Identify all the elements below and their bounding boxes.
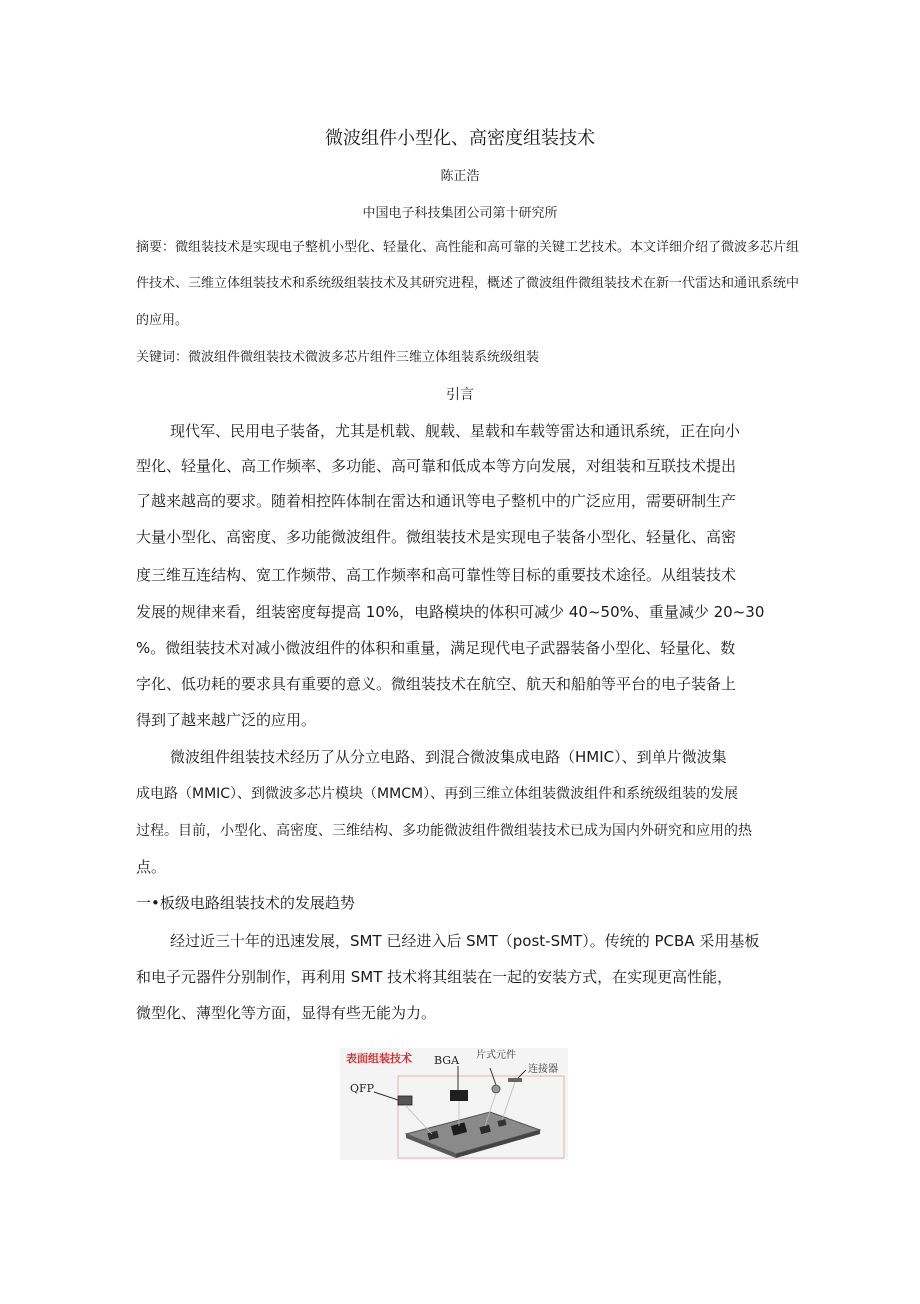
paragraph-line: 大量小型化、高密度、多功能微波组件。微组装技术是实现电子装备小型化、轻量化、高密 [136, 528, 737, 546]
section-heading-1: 一•板级电路组装技术的发展趋势 [136, 894, 355, 912]
label-connector: 连接器 [528, 1064, 558, 1075]
abstract-line: 摘要：微组装技术是实现电子整机小型化、轻量化、高性能和高可靠的关键工艺技术。本文详细介绍了微波多芯片组 [136, 240, 800, 255]
affiliation: 中国电子科技集团公司第十研究所 [362, 206, 558, 221]
paragraph-line: 现代军、民用电子装备，尤其是机载、舰载、星载和车载等雷达和通讯系统，正在向小 [170, 422, 741, 440]
author: 陈正浩 [440, 169, 480, 184]
paper-title: 微波组件小型化、高密度组装技术 [325, 128, 595, 149]
paragraph-line: 和电子元器件分别制作，再利用 SMT 技术将其组装在一起的安装方式，在实现更高性能， [136, 968, 733, 986]
smt-figure [340, 1048, 568, 1160]
label-bga: BGA [434, 1054, 460, 1067]
paragraph-line: 得到了越来越广泛的应用。 [136, 711, 317, 729]
paragraph-line: 型化、轻量化、高工作频率、多功能、高可靠和低成本等方向发展，对组装和互联技术提出 [136, 457, 737, 475]
paragraph-line: 成电路（MMIC）、到微波多芯片模块（MMCM）、再到三维立体组装微波组件和系统级组装的发展 [136, 786, 739, 802]
label-smt: 表面组装技术 [346, 1052, 412, 1065]
section-heading-intro: 引言 [446, 387, 474, 403]
paragraph-line: 点。 [136, 858, 167, 876]
bga-chip [450, 1090, 468, 1101]
abstract-line: 件技术、三维立体组装技术和系统级组装技术及其研究进程，概述了微波组件微组装技术在新一代雷达和通讯系统中 [136, 276, 800, 291]
keywords: 关键词：微波组件微组装技术微波多芯片组件三维立体组装系统级组装 [136, 350, 540, 365]
paragraph-line: 经过近三十年的迅速发展，SMT 已经进入后 SMT（post-SMT）。传统的 PCBA 采用基板 [170, 932, 760, 950]
qfp-chip [398, 1096, 412, 1105]
paragraph-line: %。微组装技术对减小微波组件的体积和重量，满足现代电子武器装备小型化、轻量化、数 [136, 639, 736, 657]
abstract-line: 的应用。 [136, 313, 189, 328]
paragraph-line: 微型化、薄型化等方面，显得有些无能为力。 [136, 1004, 437, 1022]
paragraph-line: 字化、低功耗的要求具有重要的意义。微组装技术在航空、航天和船舶等平台的电子装备上 [136, 675, 737, 693]
chip-component [492, 1085, 500, 1093]
paragraph-line: 过程。目前，小型化、高密度、三维结构、多功能微波组件微组装技术已成为国内外研究和应用的热 [136, 823, 752, 839]
paragraph-line: 微波组件组装技术经历了从分立电路、到混合微波集成电路（HMIC）、到单片微波集 [170, 748, 727, 766]
paragraph-line: 了越来越高的要求。随着相控阵体制在雷达和通讯等电子整机中的广泛应用，需要研制生产 [136, 492, 737, 510]
connector [508, 1078, 522, 1082]
paragraph-line: 发展的规律来看，组装密度每提高 10%，电路模块的体积可减少 40~50%、重量减少 20~30 [136, 603, 765, 621]
label-chip: 片式元件 [476, 1050, 516, 1061]
label-qfp: QFP [350, 1082, 375, 1095]
paragraph-line: 度三维互连结构、宽工作频带、高工作频率和高可靠性等目标的重要技术途径。从组装技术 [136, 566, 737, 584]
